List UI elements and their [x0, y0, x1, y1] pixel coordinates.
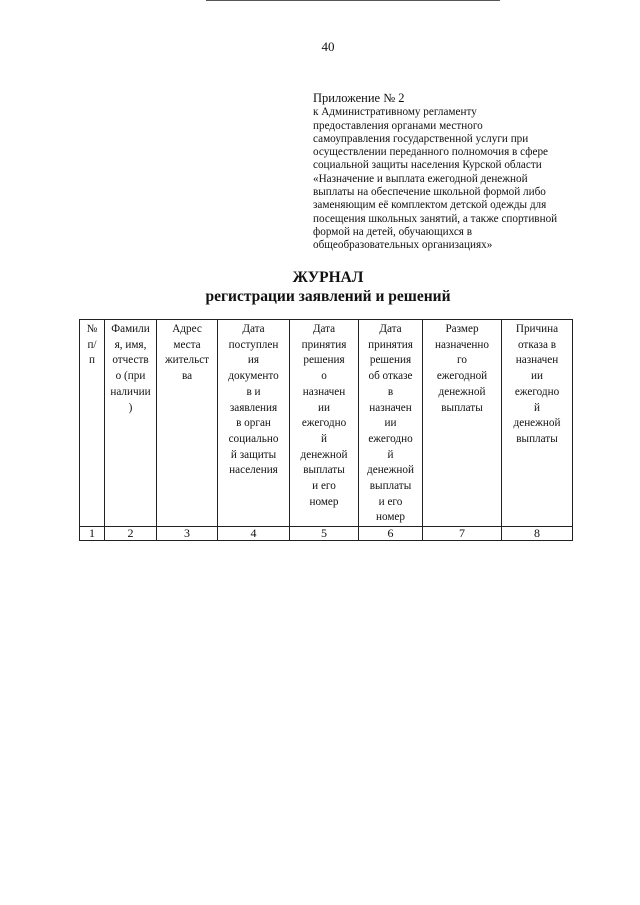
header-line: ва [181, 370, 193, 383]
journal-subtitle: регистрации заявлений и решений [205, 288, 451, 305]
header-line: Дата [312, 323, 336, 335]
table-number-row [80, 527, 573, 541]
column-number-cell: 6 [359, 527, 423, 541]
annex-line: осуществлении переданного полномочия в сфере [313, 146, 549, 159]
header-line: жительст [164, 354, 210, 367]
header-line: документо [228, 370, 279, 383]
header-line: о (при [115, 370, 146, 383]
header-line: я, имя, [114, 338, 147, 351]
header-line: и его [378, 495, 403, 508]
annex-line: посещения школьных занятий, а также спортивной [313, 212, 558, 225]
header-line: й [534, 401, 540, 414]
column-number-cell: 1 [80, 527, 105, 541]
header-line: ежегодно [301, 417, 347, 430]
header-line: о [321, 370, 327, 383]
header-cell [218, 320, 290, 527]
header-line: го [457, 354, 467, 367]
header-line: ии [318, 401, 330, 414]
header-line: выплаты [441, 401, 483, 414]
annex-line: к Административному регламенту [313, 106, 477, 119]
header-cell [105, 320, 157, 527]
registration-table [79, 319, 573, 541]
header-line: принятия [301, 338, 347, 351]
header-line: ии [384, 417, 397, 430]
annex-line: заменяющим её комплектом детской одежды для [313, 199, 547, 212]
header-line: принятия [368, 338, 413, 351]
header-line: в [387, 385, 394, 398]
header-line: назначен [369, 401, 412, 414]
header-line: выплаты [516, 432, 558, 445]
header-line: ) [128, 401, 133, 414]
annex-line: социальной защиты населения Курской области [313, 159, 542, 172]
column-number-cell: 2 [105, 527, 157, 541]
header-line: отчеств [112, 354, 149, 367]
header-line: назначен [515, 354, 559, 367]
header-line: денежной [367, 464, 414, 477]
header-line: решения [303, 354, 345, 367]
header-line: п [89, 354, 95, 367]
annex-line: предоставления органами местного [313, 119, 483, 132]
header-line: Адрес [172, 323, 202, 335]
top-rule [206, 0, 500, 1]
header-line: ия [247, 354, 260, 367]
header-line: й [321, 432, 327, 445]
header-line: номер [309, 495, 339, 508]
header-line: наличии [110, 385, 151, 398]
column-number-cell: 3 [157, 527, 218, 541]
annex-line: самоуправления государственной услуги при [313, 132, 529, 145]
header-line: поступлен [228, 338, 279, 351]
header-line: ежегодно [368, 432, 413, 445]
annex-line: «Назначение и выплата ежегодной денежной [313, 172, 528, 185]
header-line: назначен [302, 385, 346, 398]
table-header-row [80, 320, 573, 527]
column-number-cell: 7 [423, 527, 502, 541]
header-line: денежной [438, 385, 486, 398]
header-line: населения [229, 464, 278, 477]
column-number-cell: 8 [502, 527, 573, 541]
header-cell [157, 320, 218, 527]
header-line: решения [369, 354, 412, 367]
header-line: и его [312, 480, 336, 493]
column-number-cell: 5 [290, 527, 359, 541]
header-line: выплаты [303, 464, 345, 477]
header-line: назначенно [434, 338, 490, 351]
column-number-cell: 4 [218, 527, 290, 541]
annex-block [313, 92, 581, 253]
header-line: Дата [379, 323, 402, 335]
header-line: об отказе [368, 370, 413, 383]
header-line: ежегодной [436, 370, 488, 383]
page-number: 40 [321, 39, 335, 54]
header-line: й защиты [230, 448, 277, 461]
header-line: социально [228, 432, 279, 445]
header-line: Причина [515, 323, 559, 335]
annex-line: общеобразовательных организациях» [313, 239, 493, 252]
header-line: п/ [87, 338, 97, 351]
header-line: в и [246, 385, 261, 398]
journal-title: ЖУРНАЛ [292, 269, 364, 286]
header-cell [423, 320, 502, 527]
header-cell [80, 320, 105, 527]
header-line: ии [531, 370, 543, 383]
journal-heading [0, 268, 640, 306]
header-line: Размер [445, 323, 479, 335]
header-line: в орган [236, 417, 271, 430]
header-line: денежной [513, 417, 561, 430]
annex-title: Приложение № 2 [313, 91, 405, 105]
header-cell [359, 320, 423, 527]
header-line: отказа в [517, 338, 557, 351]
header-line: Фамили [111, 323, 150, 335]
header-line: номер [375, 511, 405, 524]
header-cell [290, 320, 359, 527]
header-line: Дата [242, 323, 265, 335]
header-cell [502, 320, 573, 527]
header-line: № [86, 323, 98, 335]
annex-line: формой на детей, обучающихся в [313, 225, 473, 238]
header-line: денежной [300, 448, 348, 461]
header-line: ежегодно [514, 385, 560, 398]
header-line: й [387, 448, 394, 461]
header-line: заявления [229, 401, 278, 414]
header-line: выплаты [369, 480, 412, 493]
annex-line: выплаты на обеспечение школьной формой либо [313, 186, 546, 199]
header-line: места [173, 338, 201, 351]
